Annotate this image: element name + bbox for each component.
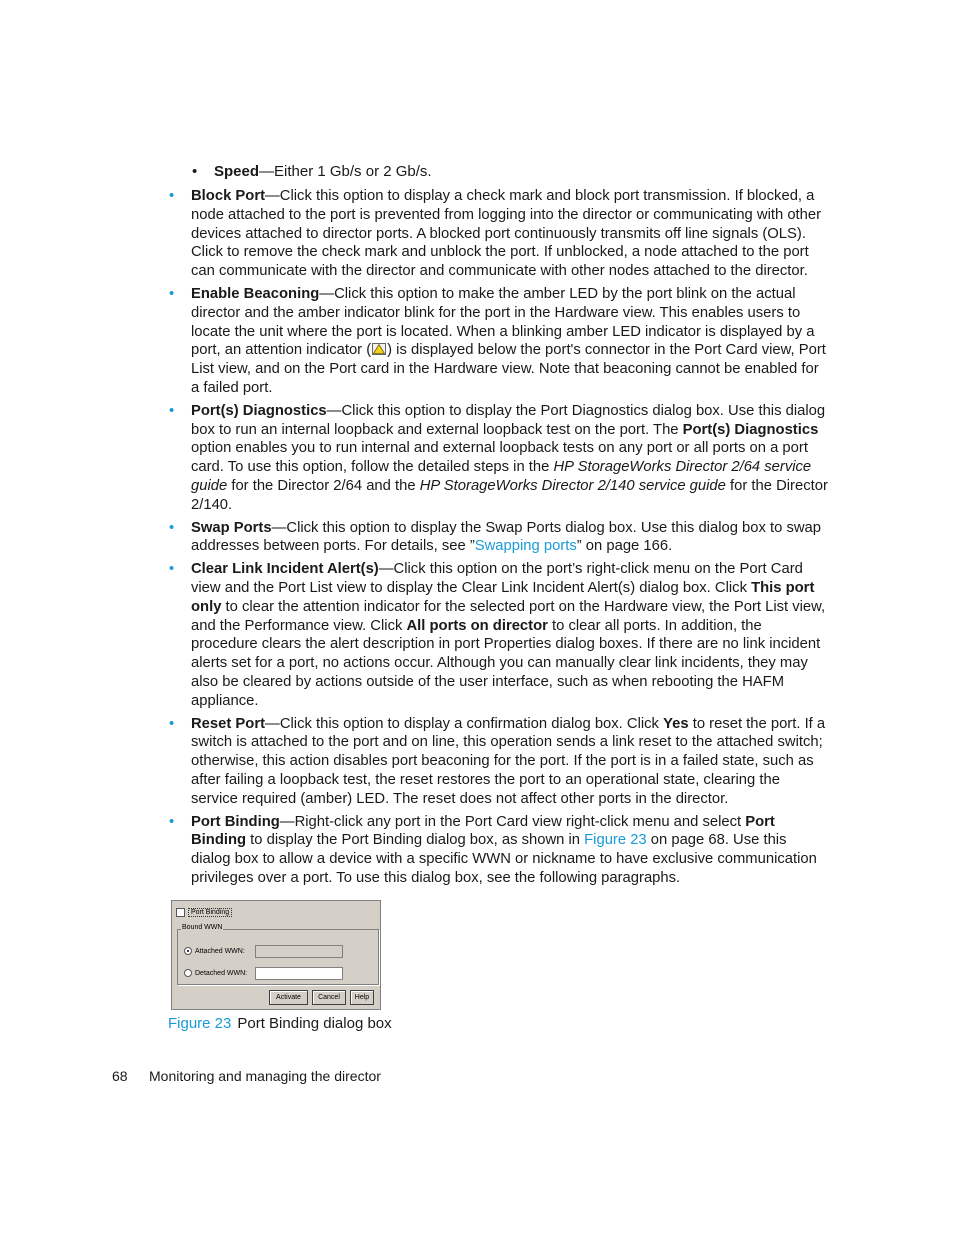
list-item-enable-beaconing	[169, 285, 830, 398]
description: —Either 1 Gb/s or 2 Gb/s.	[259, 163, 432, 180]
figure-23-link[interactable]: Figure 23	[584, 832, 647, 849]
port-binding-checkbox-row[interactable]	[176, 908, 232, 917]
radio-label: Detached WWN:	[195, 969, 248, 977]
description: —Click this option to make the amber LED by the port blink on the actual director and the amber indicator blink for the port in the Hardware view. This enables users to locate the unit where the port is located. When a blinking amber LED indicator is displayed by a port, an attention indicator (	[191, 285, 815, 359]
term: Port(s) Diagnostics	[682, 421, 819, 438]
description: option enables you to run internal and external loopback tests on any port or all ports on a port card. To use this option, follow the detailed steps in the	[191, 440, 808, 476]
term: Reset Port	[191, 715, 266, 732]
description: to clear all ports. In addition, the procedure clears the alert description in port Properties dialog boxes. If there are no link incident alerts set for a port, no actions occur. Although you can manually clear link incidents, they may also be cleared by actions outside of the user interface, such as when rebooting the HAFM appliance.	[191, 617, 821, 709]
attention-triangle-icon	[372, 343, 386, 355]
bullet-text	[214, 162, 432, 181]
option-list	[169, 187, 830, 892]
detached-wwn-radio-row[interactable]	[184, 969, 247, 977]
activate-button[interactable]: Activate	[269, 990, 308, 1005]
detached-wwn-radio[interactable]	[184, 969, 192, 977]
bullet-dot: •	[169, 813, 175, 830]
port-binding-checkbox[interactable]	[176, 908, 185, 917]
group-title: Bound WWN	[182, 924, 223, 931]
bound-wwn-group	[177, 924, 379, 985]
description: —Click this option to display a confirmation dialog box. Click	[265, 715, 664, 732]
page-number: 68	[112, 1068, 128, 1084]
term: Block Port	[191, 188, 265, 204]
figure-label: Figure 23	[168, 1015, 232, 1032]
term: Swap Ports	[191, 519, 272, 536]
term: Port Binding	[191, 813, 280, 830]
term: Yes	[663, 715, 689, 732]
description: to reset the port. If a switch is attached to the port and on line, this operation sends a link reset to the attached switch; otherwise, this action disables port beaconing for the port. If the port is in a failed state, such as after failing a loopback test, the reset restores the port to an operational state, clearing the service required (amber) LED. The reset does not affect other ports in the director.	[191, 715, 826, 807]
description: —Click this option to display the Port Diagnostics dialog box. Use this dialog box to run an internal loopback and external loopback test on the port. The	[191, 402, 826, 438]
figure-caption	[168, 1014, 392, 1033]
description: for the Director 2/140.	[191, 477, 828, 513]
guide-title: HP StorageWorks Director 2/64 service guide	[191, 459, 812, 494]
term: Port(s) Diagnostics	[191, 402, 327, 419]
term: All ports on director	[406, 617, 548, 634]
term: This port only	[191, 579, 815, 615]
attached-wwn-field[interactable]	[255, 945, 343, 958]
description: to display the Port Binding dialog box, as shown in	[246, 832, 585, 849]
bullet-dot: •	[192, 163, 198, 180]
description: ” on page 166.	[576, 538, 673, 555]
footer-title: Monitoring and managing the director	[149, 1068, 381, 1084]
description: on page 68. Use this dialog box to allow a device with a specific WWN or nickname to have exclusive communication privileges over a port. To use this dialog box, see the following paragraphs.	[191, 832, 817, 886]
description: —Click this option on the port’s right-click menu on the Port Card view and the Port List view to display the Clear Link Incident Alert(s) dialog box. Click	[191, 561, 803, 596]
attached-wwn-radio[interactable]	[184, 947, 192, 955]
bullet-dot: •	[169, 519, 175, 536]
help-button[interactable]: Help	[350, 990, 374, 1005]
cancel-button[interactable]: Cancel	[312, 990, 346, 1005]
bullet-dot: •	[169, 402, 175, 419]
attached-wwn-radio-row[interactable]	[184, 947, 245, 955]
list-item-port-binding	[169, 813, 830, 888]
description: —Click this option to display the Swap Ports dialog box. Use this dialog box to swap addresses between ports. For details, see ”	[191, 519, 822, 555]
description: —Right-click any port in the Port Card view right-click menu and select	[279, 813, 746, 830]
list-item-reset-port	[169, 715, 830, 809]
bullet-dot: •	[169, 285, 175, 302]
bullet-dot: •	[169, 188, 175, 204]
detached-wwn-field[interactable]	[255, 967, 343, 980]
checkbox-label: Port Binding	[188, 908, 232, 917]
list-item-block-port	[169, 187, 830, 281]
description: ) is displayed below the port's connector in the Port Card view, Port List view, and on the Port card in the Hardware view. Note that beaconing cannot be enabled for a failed port.	[191, 342, 826, 396]
guide-title: HP StorageWorks Director 2/140 service guide	[419, 477, 726, 494]
term: Clear Link Incident Alert(s)	[191, 561, 379, 578]
bullet-dot: •	[169, 715, 175, 732]
description: —Click this option to display a check mark and block port transmission. If blocked, a node attached to the port is prevented from logging into the director or communicating with other devices attached to director ports. A blocked port continuously transmits off line signals (OLS). Click to remove the check mark and unblock the port. If unblocked, a node attached to the port can communicate with the director and communicate with other nodes attached to the director.	[191, 188, 822, 280]
term: Enable Beaconing	[191, 285, 320, 302]
swapping-ports-link[interactable]: Swapping ports	[474, 538, 577, 555]
list-item-clear-link-incident	[169, 560, 830, 710]
description: to clear the attention indicator for the selected port on the Hardware view, the Port List view, and the Performance view. Click	[191, 598, 826, 634]
term: Speed	[214, 163, 260, 180]
caption-text: Port Binding dialog box	[237, 1015, 392, 1032]
term: Port Binding	[191, 813, 775, 849]
port-binding-dialog-figure	[171, 900, 381, 1010]
bullet-dot: •	[169, 561, 175, 578]
list-item-port-diagnostics	[169, 402, 830, 515]
radio-label: Attached WWN:	[195, 947, 245, 955]
description: for the Director 2/64 and the	[227, 477, 420, 494]
list-item-swap-ports	[169, 519, 830, 557]
